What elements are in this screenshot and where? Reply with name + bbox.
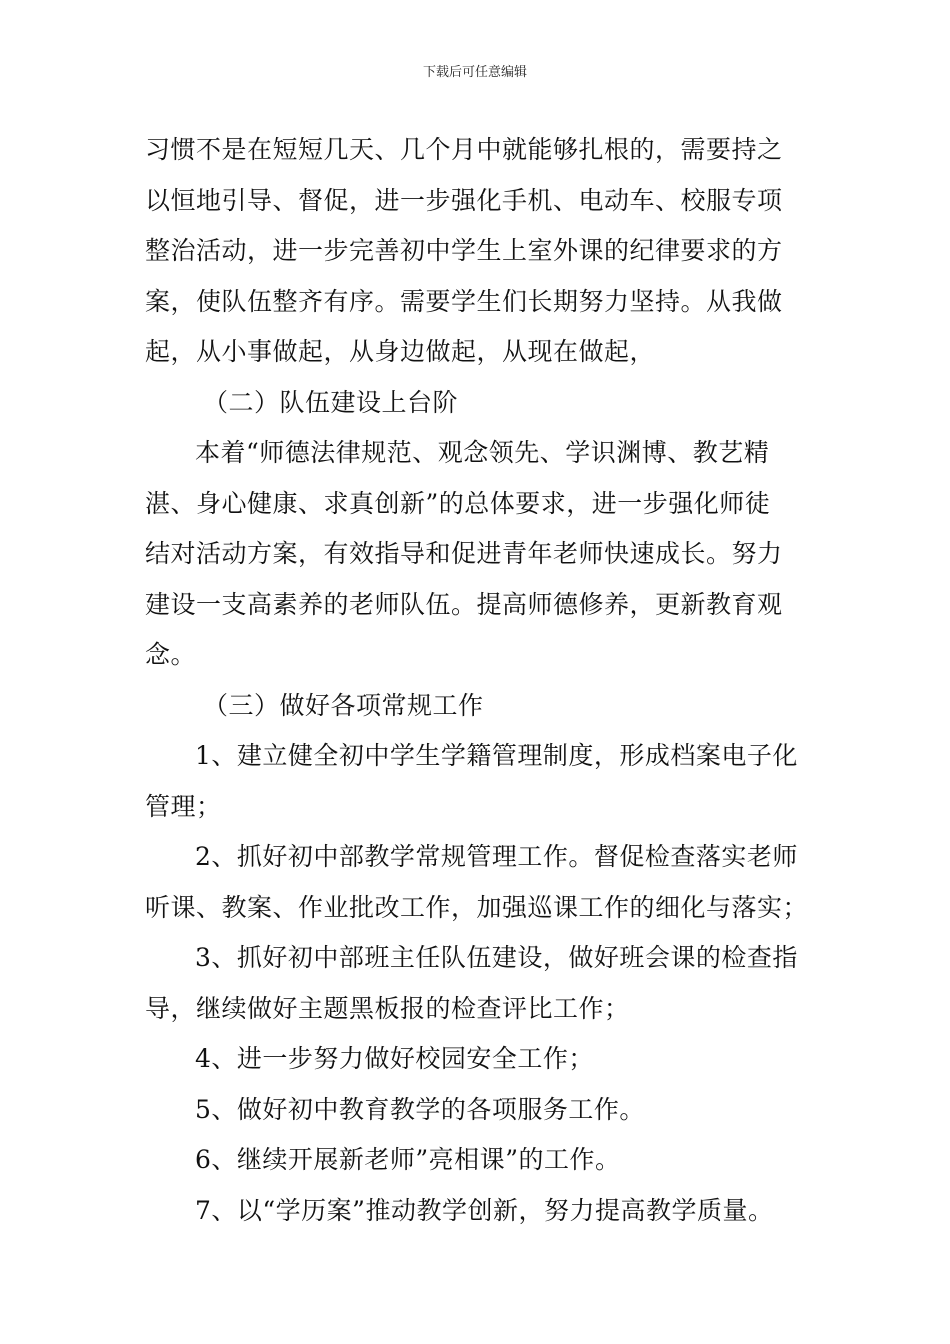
paragraph-line: 案，使队伍整齐有序。需要学生们长期努力坚持。从我做 xyxy=(145,286,783,316)
section-heading: （三）做好各项常规工作 xyxy=(203,690,484,720)
list-item-continuation: 管理； xyxy=(145,791,222,821)
list-item: 4、进一步努力做好校园安全工作； xyxy=(195,1044,594,1073)
list-item-continuation: 听课、教案、作业批改工作，加强巡课工作的细化与落实； xyxy=(145,892,809,922)
list-item-continuation: 导，继续做好主题黑板报的检查评比工作； xyxy=(145,993,630,1023)
paragraph-line: 以恒地引导、督促，进一步强化手机、电动车、校服专项 xyxy=(145,185,783,215)
list-item: 5、做好初中教育教学的各项服务工作。 xyxy=(195,1094,645,1124)
paragraph-line: 起，从小事做起，从身边做起，从现在做起， xyxy=(145,337,656,366)
paragraph-line: 湛、身心健康、求真创新”的总体要求，进一步强化师徒 xyxy=(145,488,771,518)
paragraph-line: 念。 xyxy=(145,640,197,669)
document-body xyxy=(145,125,810,1236)
paragraph-line: 本着“师德法律规范、观念领先、学识渊博、教艺精 xyxy=(195,438,770,467)
list-item: 3、抓好初中部班主任队伍建设，做好班会课的检查指 xyxy=(195,943,798,972)
section-heading: （二）队伍建设上台阶 xyxy=(203,387,459,417)
list-item: 1、建立健全初中学生学籍管理制度，形成档案电子化 xyxy=(195,741,798,770)
list-item: 6、继续开展新老师”亮相课”的工作。 xyxy=(195,1145,621,1174)
paragraph-line: 习惯不是在短短几天、几个月中就能够扎根的，需要持之 xyxy=(145,135,783,164)
page-header: 下载后可任意编辑 xyxy=(422,65,527,80)
list-item: 7、以“学历案”推动教学创新，努力提高教学质量。 xyxy=(195,1195,774,1225)
paragraph-line: 建设一支高素养的老师队伍。提高师德修养，更新教育观 xyxy=(145,589,783,619)
paragraph-line: 结对活动方案，有效指导和促进青年老师快速成长。努力 xyxy=(145,539,783,568)
list-item: 2、抓好初中部教学常规管理工作。督促检查落实老师 xyxy=(195,842,798,871)
paragraph-line: 整治活动，进一步完善初中学生上室外课的纪律要求的方 xyxy=(145,236,783,265)
